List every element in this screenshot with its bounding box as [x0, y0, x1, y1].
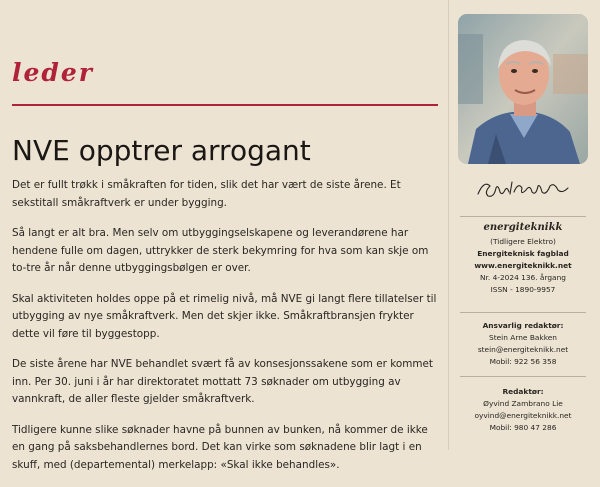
author-photo	[458, 14, 588, 164]
article-paragraph: De siste årene har NVE behandlet svært få av konsesjonssakene som er kommet inn. Per 30. juni i år har direktoratet mottatt 73 søknader om utbygging av vannkraft, de aller fleste gjelder småkraftverk.	[12, 358, 433, 405]
journalist-email: oyvind@energiteknikk.net	[474, 411, 572, 420]
journalist-name: Øyvind Zambrano Lie	[483, 399, 563, 408]
publication-issn: ISSN - 1890-9957	[490, 285, 556, 294]
editorial-column	[12, 0, 440, 471]
editor-title: Ansvarlig redaktør:	[482, 321, 564, 330]
article-headline: NVE opptrer arrogant	[12, 134, 311, 167]
publication-subtitle: Energiteknisk fagblad	[477, 249, 569, 258]
publication-website: www.energiteknikk.net	[474, 261, 572, 270]
sidebar-separator	[460, 312, 586, 313]
sidebar-separator	[460, 216, 586, 217]
editor-email: stein@energiteknikk.net	[477, 345, 569, 354]
portrait-image	[458, 14, 588, 164]
journalist-title: Redaktør:	[502, 387, 544, 396]
publication-issue: Nr. 4-2024 136. årgang	[480, 273, 566, 282]
article-paragraph: Skal aktiviteten holdes oppe på et rimelig nivå, må NVE gi langt flere tillatelser til utbygging av nye småkraftverk. Men det skjer ikke. Småkraftbransjen frykter dette vil føre til byggestopp.	[12, 292, 437, 340]
publication-info	[458, 220, 588, 296]
editor-info	[458, 320, 588, 368]
editor-phone: Mobil: 922 56 358	[489, 357, 557, 366]
article-body	[12, 177, 440, 487]
article-paragraph: Tidligere kunne slike søknader havne på bunnen av bunken, nå kommer de ikke en gang på saksbehandlernes bord. Det kan virke som søknadene blir lagt i en skuff, med (departemental) merkelapp: «Skal ikke behandles».	[12, 423, 428, 471]
editor-name: Stein Arne Bakken	[489, 333, 557, 342]
sidebar-separator	[460, 376, 586, 377]
article-paragraph: Det er fullt trøkk i småkraften for tiden, slik det har vært de siste årene. Et sekstitall småkraftverk er under bygging.	[12, 179, 401, 209]
section-divider	[12, 104, 438, 106]
publication-name: energiteknikk	[483, 222, 563, 233]
author-signature	[474, 174, 574, 206]
journalist-phone: Mobil: 980 47 286	[489, 423, 557, 432]
column-divider	[448, 0, 449, 450]
publication-former-name: (Tidligere Elektro)	[490, 237, 556, 246]
section-label: leder	[12, 58, 94, 87]
journalist-info	[458, 386, 588, 434]
signature-image	[474, 174, 574, 202]
article-paragraph: Så langt er alt bra. Men selv om utbyggingselskapene og leverandørene har hendene fulle om dagen, uttrykker de sterk bekymring for hva som kan skje om to-tre år når denne utbyggingsbølgen er over.	[12, 227, 429, 274]
